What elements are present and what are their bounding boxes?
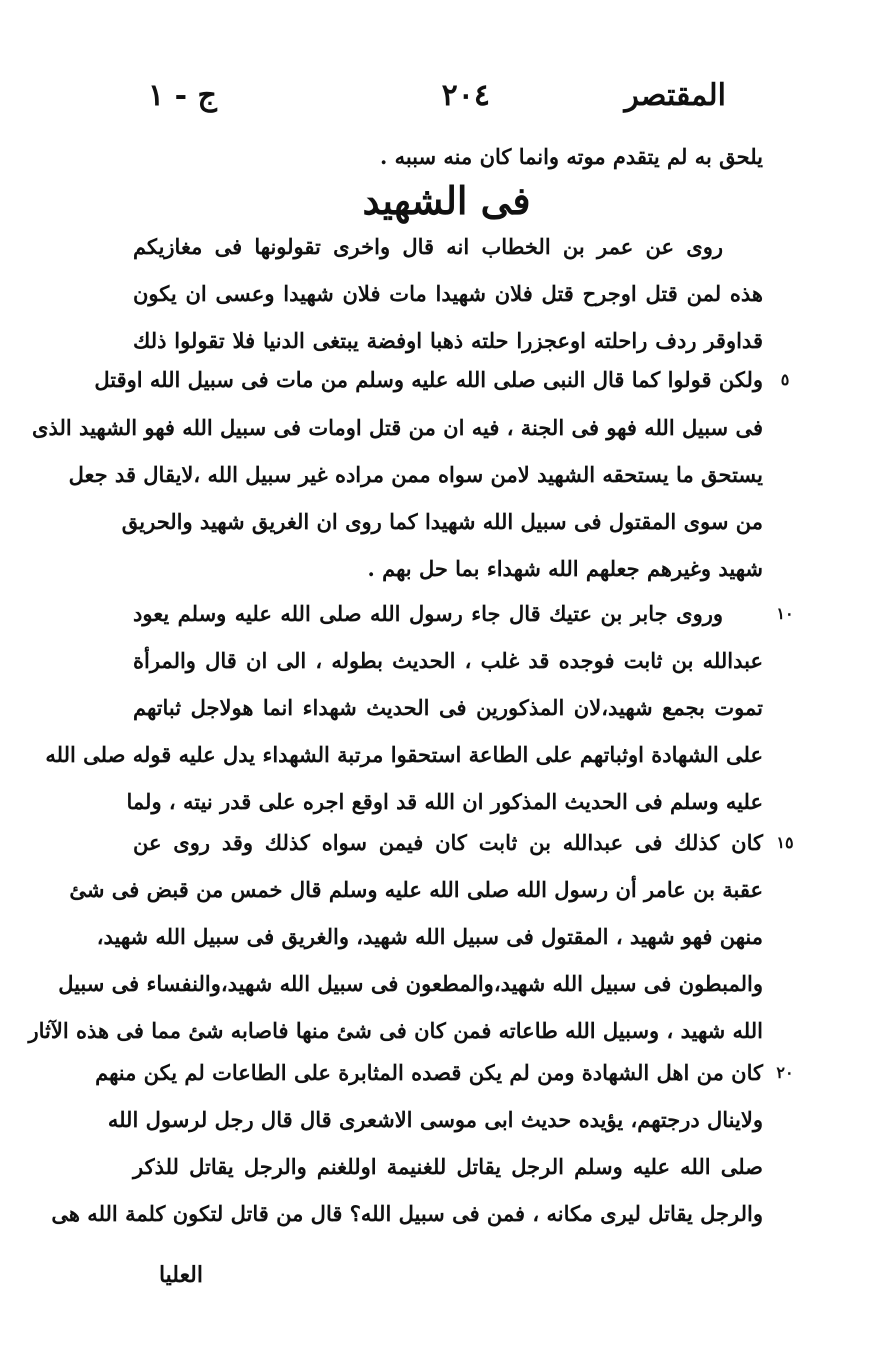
page-header <box>140 78 740 128</box>
book-title: المقتصر <box>624 78 726 113</box>
text-line: وروى جابر بن عتيك قال جاء رسول الله صلى الله عليه وسلم يعود <box>133 601 723 626</box>
text-line: من سوى المقتول فى سبيل الله شهيدا كما روى ان الغريق شهيد والحريق <box>121 509 763 534</box>
text-line: منهن فهو شهيد ، المقتول فى سبيل الله شهيد، والغريق فى سبيل الله شهيد، <box>96 924 763 949</box>
text-line: الله شهيد ، وسبيل الله طاعاته فمن كان فى شئ منها فاصابه شئ مما فى هذه الآثار <box>28 1018 763 1043</box>
page-number: ٢٠٤ <box>441 78 490 113</box>
text-line: يلحق به لم يتقدم موته وانما كان منه سببه . <box>379 144 763 169</box>
volume-label: ج - ١ <box>148 78 217 113</box>
text-line: عليه وسلم فى الحديث المذكور ان الله قد اوقع اجره على قدر نيته ، ولما <box>126 789 763 814</box>
text-line: كان كذلك فى عبدالله بن ثابت كان فيمن سواه كذلك وقد روى عن <box>133 830 763 855</box>
text-line: والرجل يقاتل ليرى مكانه ، فمن فى سبيل الله؟ قال من قاتل لتكون كلمة الله هى <box>51 1201 763 1226</box>
text-line: على الشهادة اوثباتهم على الطاعة استحقوا مرتبة الشهداء يدل عليه قوله صلى الله <box>45 742 763 767</box>
text-line: قداوقر ردف راحلته اوعجزرا حلته ذهبا اوفضة يبتغى الدنيا فلا تقولوا ذلك <box>133 328 763 353</box>
text-line: شهيد وغيرهم جعلهم الله شهداء بما حل بهم . <box>367 556 763 581</box>
text-line: والمبطون فى سبيل الله شهيد،والمطعون فى سبيل الله شهيد،والنفساء فى سبيل <box>58 971 763 996</box>
text-line: يستحق ما يستحقه الشهيد لامن سواه ممن مراده غير سبيل الله ،لايقال قد جعل <box>68 462 763 487</box>
catchword: العليا <box>158 1262 203 1288</box>
line-number: ٢٠ <box>776 1063 794 1082</box>
text-line: كان من اهل الشهادة ومن لم يكن قصده المثابرة على الطاعات لم يكن منهم <box>95 1060 763 1085</box>
line-number: ٥ <box>780 370 790 389</box>
text-line: فى سبيل الله فهو فى الجنة ، فيه ان من قتل اومات فى سبيل الله فهو الشهيد الذى <box>32 415 763 440</box>
text-line: عقبة بن عامر أن رسول الله صلى الله عليه وسلم قال خمس من قبض فى شئ <box>69 877 763 902</box>
text-line: صلى الله عليه وسلم الرجل يقاتل للغنيمة اوللغنم والرجل يقاتل للذكر <box>133 1154 763 1179</box>
text-line: روى عن عمر بن الخطاب انه قال واخرى تقولونها فى مغازيكم <box>133 234 723 259</box>
line-number: ١٥ <box>776 833 794 852</box>
text-line: هذه لمن قتل اوجرح قتل فلان شهيدا مات فلان شهيدا وعسى ان يكون <box>133 281 763 306</box>
text-line: ولكن قولوا كما قال النبى صلى الله عليه وسلم من مات فى سبيل الله اوقتل <box>94 367 763 392</box>
text-line: تموت بجمع شهيد،لان المذكورين فى الحديث شهداء انما هولاجل ثباتهم <box>133 695 763 720</box>
text-line: ولاينال درجتهم، يؤيده حديث ابى موسى الاشعرى قال قال رجل لرسول الله <box>107 1107 763 1132</box>
section-heading: فى الشهيد <box>362 178 531 223</box>
line-number: ١٠ <box>776 604 794 623</box>
text-line: عبدالله بن ثابت فوجده قد غلب ، الحديث بطوله ، الى ان قال والمرأة <box>133 648 763 673</box>
